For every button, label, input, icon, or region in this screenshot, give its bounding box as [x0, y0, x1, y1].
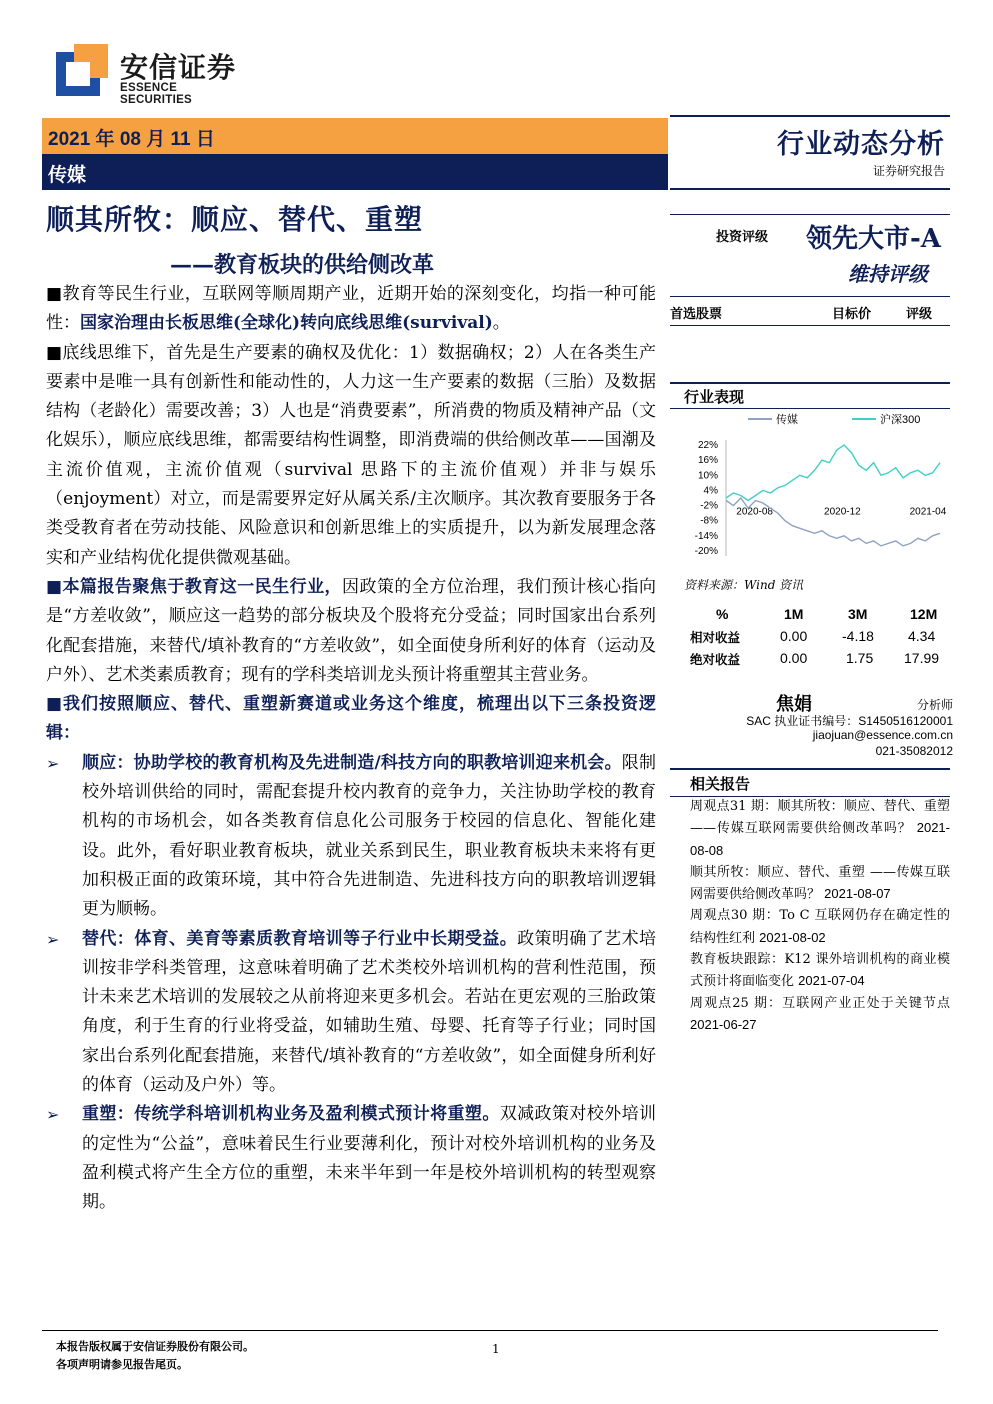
p1-end: 。 [492, 313, 510, 334]
logo-name-en: ESSENCE SECURITIES [120, 82, 193, 106]
rating-top-rule [670, 214, 950, 215]
bullet3-head: 重塑：传统学科培训机构业务及盈利模式预计将重塑。 [82, 1104, 500, 1125]
returns-table [670, 604, 950, 670]
series-line-media [726, 498, 940, 546]
logo-name-cn: 安信证券 [120, 51, 237, 84]
returns-row-absolute [670, 648, 950, 670]
related-title: 相关报告 [690, 775, 751, 793]
returns-label: 绝对收益 [690, 652, 741, 667]
returns-value: -4.18 [842, 628, 874, 644]
chart-axes [695, 440, 947, 557]
paragraph-1 [46, 280, 656, 339]
preferred-stock-header [670, 296, 950, 326]
y-tick-label: -2% [700, 500, 718, 512]
report-body [46, 280, 656, 1218]
series-line-hs300 [726, 445, 940, 501]
returns-value: 17.99 [904, 650, 940, 666]
y-tick-label: 4% [703, 485, 718, 497]
main-title: 顺其所牧：顺应、替代、重塑 [46, 203, 424, 236]
analyst-phone: 021-35082012 [875, 744, 953, 758]
legend-label: 沪深300 [880, 414, 921, 426]
sector-bar [42, 154, 668, 190]
paragraph-2: ■底线思维下，首先是生产要素的确权及优化：1）数据确权；2）人在各类生产要素中是唯一具有创新性和能动性的，人力这一生产要素的数据（三胎）及数据结构（老龄化）需要改善；3）人也是“消费要素”，所消费的物质及精神产品（文化娱乐），顺应底线思维，都需要结构性调整，即消费端的供给侧改革——国潮及主流价值观，主流价值观（survival 思路下的主流价值观）并非与娱乐（enjoyment）对立，而是需要界定好从属关系/主次顺序。其次教育要服务于各类受教育者在劳动技能、风险意识和创新思维上的实质提升，以为新发展理念落实和产业结构优化提供微观基础。 [46, 342, 656, 568]
x-tick-label: 2020-08 [736, 506, 773, 518]
x-tick-label: 2021-04 [909, 506, 947, 518]
paragraph-3 [46, 573, 656, 690]
company-logo [56, 44, 246, 104]
related-item[interactable] [690, 905, 950, 949]
returns-value: 1.75 [846, 650, 874, 666]
logo-mark-icon [56, 44, 108, 96]
p3-text: 因政策的全方位治理，我们预计核心指向是“方差收敛”，顺应这一趋势的部分板块及个股将充分受益；同时国家出台系列化配套措施，来替代/填补教育的“方差收敛”，如全面使身所利好的体育（运动及户外）、艺术类素质教育；现有的学科类培训龙头预计将重塑其主营业务。 [46, 576, 656, 685]
stock-col-name: 首选股票 [670, 307, 723, 322]
related-item-title: 周观点25 期：互联网产业正处于关键节点 [690, 995, 950, 1011]
p1-highlight: 国家治理由长板思维(全球化)转向底线思维(survival) [80, 313, 493, 334]
analyst-email[interactable]: jiaojuan@essence.com.cn [812, 728, 953, 742]
bullet1-head: 顺应：协助学校的教育机构及先进制造/科技方向的职教培训迎来机会。 [82, 752, 622, 773]
report-type-bottom-rule [670, 188, 950, 190]
y-tick-label: 22% [697, 440, 718, 452]
related-item-title: 周观点30 期：To C 互联网仍存在确定性的结构性红利 [690, 908, 950, 946]
returns-value: 4.34 [908, 628, 936, 644]
legend-label: 传媒 [776, 414, 798, 426]
related-item[interactable] [690, 796, 950, 862]
returns-header-12m: 12M [910, 606, 938, 622]
analyst-cert: SAC 执业证书编号：S1450516120001 [746, 714, 953, 728]
bullet-reshape [46, 1100, 656, 1217]
performance-chart [670, 406, 950, 574]
related-item-title: 顺其所牧：顺应、替代、重塑 ——传媒互联网需要供给侧改革吗？ [690, 864, 950, 903]
returns-header-1m: 1M [784, 606, 804, 622]
arrow-bullet-icon: ➢ [46, 1105, 60, 1125]
footer-disclaimer: 各项声明请参见报告尾页。 [56, 1358, 188, 1371]
related-item-title: 周观点31 期：顺其所牧：顺应、替代、重塑——传媒互联网需要供给侧改革吗？ [690, 799, 950, 837]
page-number: 1 [492, 1342, 500, 1356]
y-tick-label: 10% [697, 470, 718, 482]
related-item-title: 教育板块跟踪：K12 课外培训机构的商业模式预计将面临变化 [690, 952, 950, 990]
bullet2-head: 替代：体育、美育等素质教育培训等子行业中长期受益。 [82, 928, 518, 949]
stock-col-target: 目标价 [832, 307, 872, 322]
footer-copyright: 本报告版权属于安信证券股份有限公司。 [56, 1340, 254, 1353]
related-item[interactable] [690, 949, 950, 993]
related-item[interactable] [690, 993, 950, 1037]
bullet-substitute [46, 925, 656, 1101]
y-tick-label: -14% [694, 530, 718, 542]
arrow-bullet-icon: ➢ [46, 753, 60, 773]
returns-label: 相对收益 [690, 630, 741, 645]
y-tick-label: -20% [694, 545, 718, 557]
chart-source: 资料来源：Wind 资讯 [684, 578, 804, 592]
sub-title: ——教育板块的供给侧改革 [170, 252, 435, 278]
p3-highlight: ■本篇报告聚焦于教育这一民生行业， [46, 576, 343, 597]
report-type: 行业动态分析 [777, 129, 945, 160]
chart-lines [726, 445, 940, 546]
chart-legend [748, 412, 920, 426]
stock-col-rating: 评级 [906, 307, 933, 322]
rating-label: 投资评级 [716, 230, 769, 245]
returns-header-row [670, 604, 950, 626]
sector-label: 传媒 [48, 164, 87, 186]
p4-highlight: ■我们按照顺应、替代、重塑新赛道或业务这个维度，梳理出以下三条投资逻辑： [46, 694, 656, 744]
performance-title: 行业表现 [684, 388, 745, 406]
returns-value: 0.00 [780, 650, 808, 666]
analyst-name: 焦娟 [776, 694, 812, 715]
arrow-bullet-icon: ➢ [46, 929, 60, 949]
bullet-adapt [46, 749, 656, 925]
report-type-top-rule [670, 115, 950, 117]
related-list [690, 796, 950, 1036]
related-item[interactable] [690, 862, 950, 906]
x-tick-label: 2020-12 [824, 506, 861, 518]
y-tick-label: -8% [700, 515, 718, 527]
footer-rule [42, 1330, 938, 1331]
returns-row-relative [670, 626, 950, 648]
paragraph-4 [46, 690, 656, 749]
returns-header-pct: % [716, 606, 729, 622]
rating-action: 维持评级 [848, 262, 928, 286]
related-item-date: 2021-08-07 [824, 886, 891, 902]
related-item-date: 2021-08-02 [759, 929, 826, 945]
p1-text: ■教育等民生行业，互联网等顺周期产业，近期开始的深刻变化，均指一种可能性： [46, 284, 656, 334]
bullet3-text: 双减政策对校外培训的定性为“公益”，意味着民生行业要薄利化，预计对校外培训机构的业务及盈利模式将产生全方位的重塑，未来半年到一年是校外培训机构的转型观察期。 [82, 1104, 656, 1213]
y-tick-label: 16% [697, 455, 718, 467]
returns-value: 0.00 [780, 628, 808, 644]
rating-value: 领先大市-A [806, 224, 941, 254]
bullet2-text: 政策明确了艺术培训按非学科类管理，这意味着明确了艺术类校外培训机构的营利性范围，预计未来艺术培训的发展较之从前将迎来更多机会。若站在更宏观的三胎政策角度，利于生育的行业将受益，如辅助生殖、母婴、托育等子行业；同时国家出台系列化配套措施，来替代/填补教育的“方差收敛”，如全面健身所利好的体育（运动及户外）等。 [82, 928, 656, 1096]
report-subtype: 证券研究报告 [872, 164, 945, 178]
returns-header-3m: 3M [848, 606, 868, 622]
report-date: 2021 年 08 月 11 日 [48, 129, 215, 150]
related-item-date: 2021-08-08 [690, 820, 950, 858]
related-item-date: 2021-06-27 [690, 1016, 757, 1032]
analyst-role: 分析师 [916, 698, 953, 712]
bullet1-text: 限制校外培训供给的同时，需配套提升校内教育的竞争力，关注协助学校的教育机构的市场机会，如各类教育信息化公司服务于校园的信息化、智能化建设。此外，看好职业教育板块，就业关系到民生，职业教育板块未来将有更加积极正面的政策环境，其中符合先进制造、先进科技方向的职教培训逻辑更为顺畅。 [82, 752, 657, 920]
related-item-date: 2021-07-04 [798, 973, 865, 989]
